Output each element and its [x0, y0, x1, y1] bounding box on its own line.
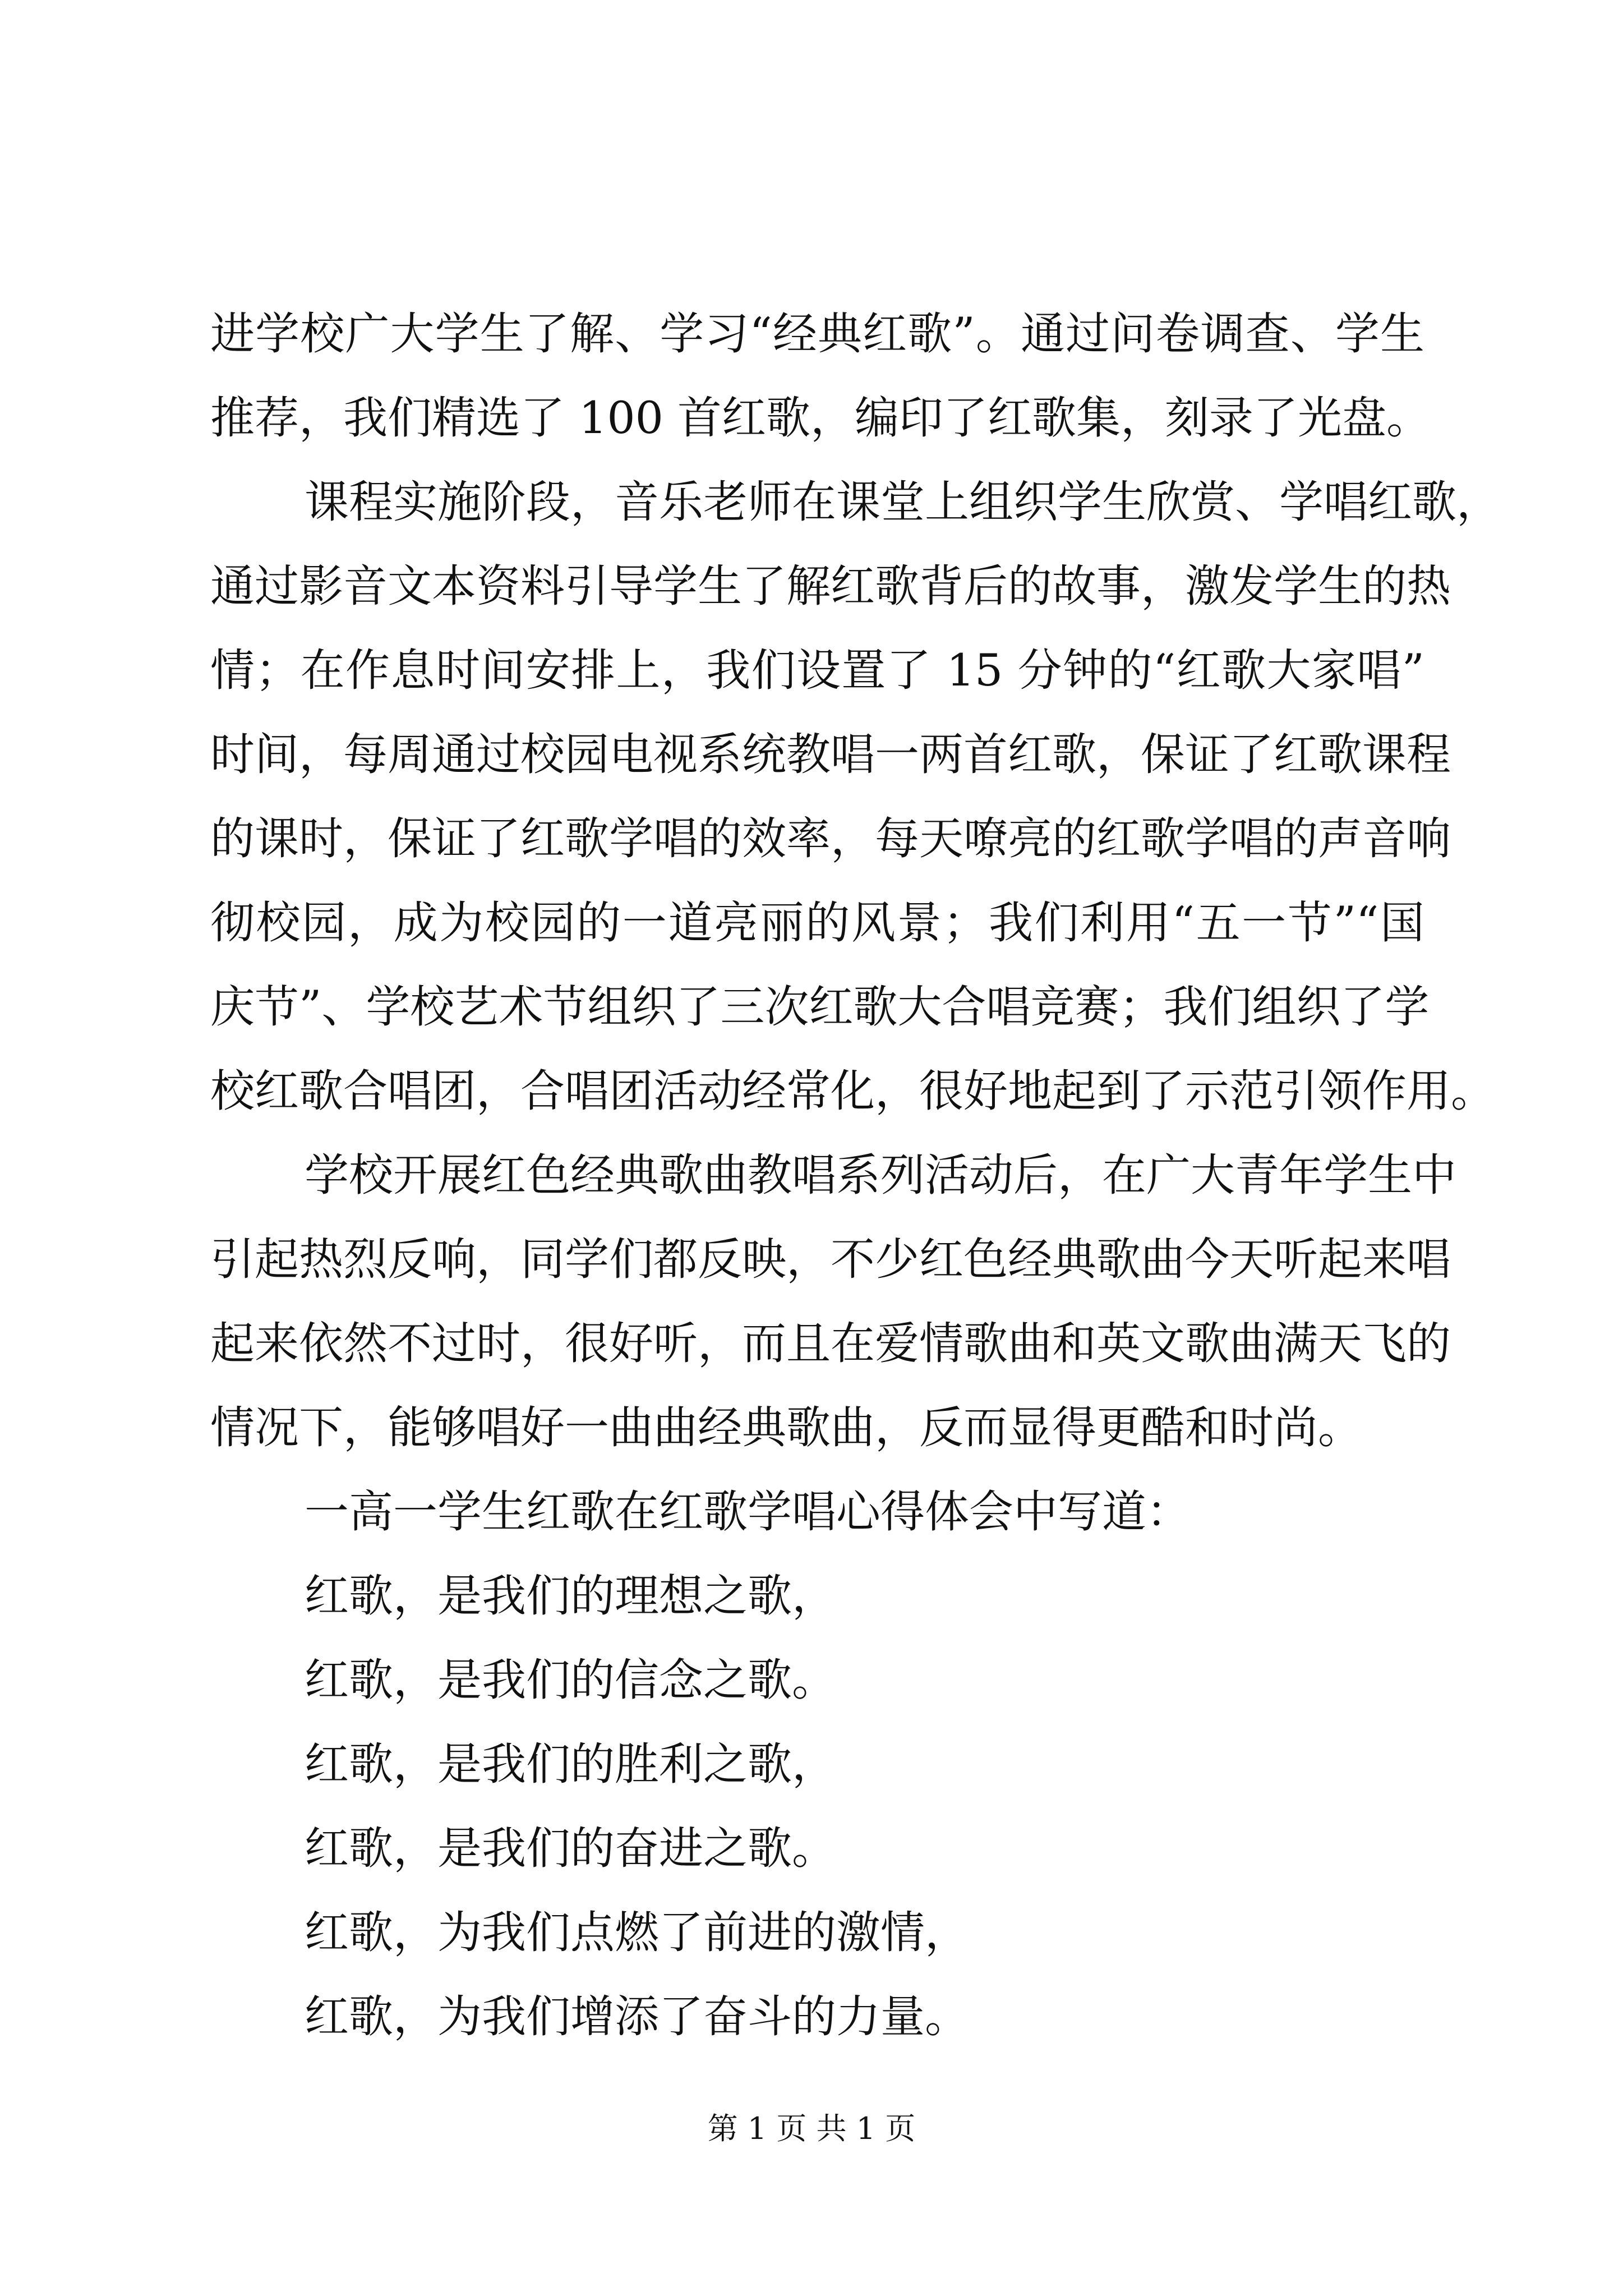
paragraph-start-line: 学校开展红色经典歌曲教唱系列活动后，在广大青年学生中 [305, 1149, 1456, 1201]
poem-line: 红歌，是我们的胜利之歌， [305, 1738, 836, 1790]
paragraph-start-line: 课程实施阶段，音乐老师在课堂上组织学生欣赏、学唱红歌， [305, 476, 1501, 528]
text-line: 情况下，能够唱好一曲曲经典歌曲，反而显得更酷和时尚。 [210, 1402, 1362, 1453]
paragraph-start-line: 一高一学生红歌在红歌学唱心得体会中写道： [305, 1486, 1191, 1538]
poem-line: 红歌，是我们的奋进之歌。 [305, 1823, 836, 1874]
text-line: 时间，每周通过校园电视系统教唱一两首红歌，保证了红歌课程 [210, 729, 1451, 780]
text-line: 情；在作息时间安排上，我们设置了 15 分钟的“红歌大家唱” [210, 645, 1424, 696]
text-line: 的课时，保证了红歌学唱的效率，每天嘹亮的红歌学唱的声音响 [210, 813, 1451, 864]
text-line: 进学校广大学生了解、学习“经典红歌”。通过问卷调查、学生 [210, 308, 1424, 360]
poem-line: 红歌，是我们的理想之歌， [305, 1570, 836, 1622]
body-text [210, 292, 1501, 2059]
poem-line: 红歌，为我们增添了奋斗的力量。 [305, 1991, 969, 2042]
text-line: 推荐，我们精选了 100 首红歌，编印了红歌集，刻录了光盘。 [210, 392, 1431, 444]
text-line: 引起热烈反响，同学们都反映，不少红色经典歌曲今天听起来唱 [210, 1234, 1451, 1285]
text-line: 通过影音文本资料引导学生了解红歌背后的故事，激发学生的热 [210, 560, 1451, 612]
poem-line: 红歌，为我们点燃了前进的激情， [305, 1907, 969, 1958]
poem-line: 红歌，是我们的信念之歌。 [305, 1654, 836, 1706]
text-line: 庆节”、学校艺术节组织了三次红歌大合唱竞赛；我们组织了学 [210, 981, 1430, 1033]
page-footer: 第 1 页 共 1 页 [707, 2111, 916, 2146]
text-line: 起来依然不过时，很好听，而且在爱情歌曲和英文歌曲满天飞的 [210, 1318, 1451, 1369]
text-line: 彻校园，成为校园的一道亮丽的风景；我们利用“五一节”“国 [210, 897, 1424, 949]
text-line: 校红歌合唱团，合唱团活动经常化，很好地起到了示范引领作用。 [210, 1065, 1495, 1117]
